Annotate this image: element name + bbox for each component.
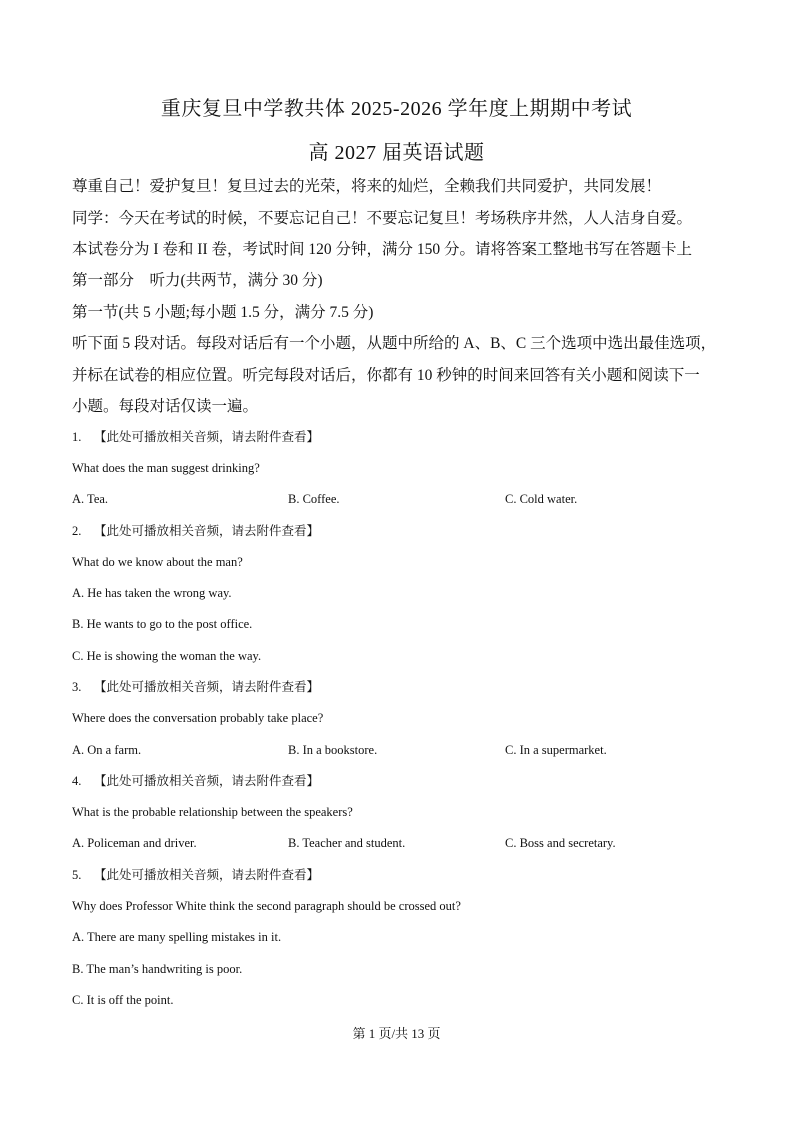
question-4-header [72, 773, 319, 789]
question-2-option-a[interactable]: A. He has taken the wrong way. [72, 586, 232, 600]
question-4-option-c[interactable]: C. Boss and secretary. [505, 836, 616, 850]
listening-directions-2: 并标在试卷的相应位置。听完每段对话后，你都有 10 秒钟的时间来回答有关小题和阅读下一 [72, 367, 700, 384]
question-3-option-a[interactable]: A. On a farm. [72, 743, 142, 757]
question-number: 5. [72, 868, 82, 882]
question-5-text: Why does Professor White think the second paragraph should be crossed out? [72, 899, 461, 913]
section-one-heading: 第一节(共 5 小题;每小题 1.5 分，满分 7.5 分) [72, 304, 374, 321]
exam-instructions: 本试卷分为 I 卷和 II 卷，考试时间 120 分钟，满分 150 分。请将答案工整地书写在答题卡上 [72, 241, 692, 258]
question-3-text: Where does the conversation probably take place? [72, 711, 324, 725]
audio-note: 【此处可播放相关音频，请去附件查看】 [94, 430, 320, 444]
question-1-header [72, 429, 319, 445]
question-5-option-c[interactable]: C. It is off the point. [72, 993, 174, 1007]
audio-note: 【此处可播放相关音频，请去附件查看】 [94, 524, 320, 538]
part-one-heading: 第一部分 听力(共两节，满分 30 分) [72, 272, 323, 289]
question-2-header [72, 523, 319, 539]
question-5-option-b[interactable]: B. The man’s handwriting is poor. [72, 962, 243, 976]
page-number: 第 1 页/共 13 页 [352, 1026, 441, 1041]
question-2-text: What do we know about the man? [72, 555, 243, 569]
reminder-line: 同学：今天在考试的时候，不要忘记自己！不要忘记复旦！考场秩序井然，人人洁身自爱。 [72, 210, 693, 227]
question-number: 3. [72, 680, 82, 694]
question-4-option-b[interactable]: B. Teacher and student. [288, 836, 406, 850]
question-4-option-a[interactable]: A. Policeman and driver. [72, 836, 197, 850]
question-3-option-b[interactable]: B. In a bookstore. [288, 743, 378, 757]
question-number: 4. [72, 774, 82, 788]
question-5-header [72, 867, 319, 883]
listening-directions-1: 听下面 5 段对话。每段对话后有一个小题，从题中所给的 A、B、C 三个选项中选出最佳选项， [72, 335, 717, 352]
listening-directions-3: 小题。每段对话仅读一遍。 [72, 398, 259, 415]
question-4-text: What is the probable relationship between the speakers? [72, 805, 353, 819]
question-3-header [72, 679, 319, 695]
question-number: 1. [72, 430, 82, 444]
audio-note: 【此处可播放相关音频，请去附件查看】 [94, 680, 320, 694]
question-1-option-b[interactable]: B. Coffee. [288, 492, 340, 506]
question-2-option-c[interactable]: C. He is showing the woman the way. [72, 649, 262, 663]
question-1-option-a[interactable]: A. Tea. [72, 492, 109, 506]
question-3-option-c[interactable]: C. In a supermarket. [505, 743, 607, 757]
audio-note: 【此处可播放相关音频，请去附件查看】 [94, 868, 320, 882]
question-number: 2. [72, 524, 82, 538]
audio-note: 【此处可播放相关音频，请去附件查看】 [94, 774, 320, 788]
question-5-option-a[interactable]: A. There are many spelling mistakes in it. [72, 930, 282, 944]
exam-title-line2: 高 2027 届英语试题 [308, 142, 485, 164]
question-1-text: What does the man suggest drinking? [72, 461, 260, 475]
question-2-option-b[interactable]: B. He wants to go to the post office. [72, 617, 253, 631]
exam-title-line1: 重庆复旦中学教共体 2025-2026 学年度上期期中考试 [160, 98, 633, 120]
motto-line: 尊重自己！爱护复旦！复旦过去的光荣，将来的灿烂，全赖我们共同爱护，共同发展！ [72, 178, 662, 195]
question-1-option-c[interactable]: C. Cold water. [505, 492, 578, 506]
